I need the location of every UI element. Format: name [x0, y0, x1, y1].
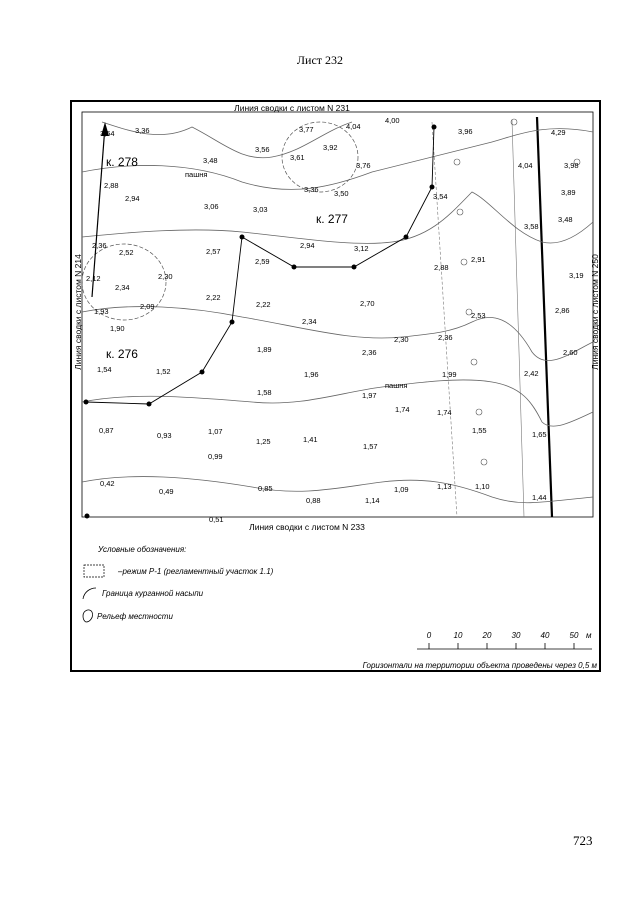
- plot-label: к. 278: [106, 155, 138, 169]
- boundary-point: [352, 265, 357, 270]
- elevation-mark: 1,25: [256, 437, 271, 446]
- elevation-mark: 1,74: [437, 408, 452, 417]
- elevation-mark: 2,88: [434, 263, 449, 272]
- sheet-title: Лист 232: [296, 53, 344, 67]
- north-arrow: [92, 122, 109, 297]
- elevation-mark: 3,64: [100, 129, 115, 138]
- elevation-mark: 1,14: [365, 496, 380, 505]
- elevation-mark: 1,65: [532, 430, 547, 439]
- elevation-mark: 1,07: [208, 427, 223, 436]
- elevation-mark: 1,41: [303, 435, 318, 444]
- plot-boundaries: [84, 125, 437, 519]
- scale-tick: 0: [426, 631, 432, 640]
- tree-marker: [457, 209, 463, 215]
- elevation-mark: 3,92: [323, 143, 338, 152]
- elevation-mark: 2,30: [394, 335, 409, 344]
- elevation-mark: 3,61: [290, 153, 305, 162]
- elevation-mark: 2,09: [140, 302, 155, 311]
- elevation-mark: 2,60: [563, 348, 578, 357]
- road-edge: [512, 120, 524, 517]
- elevation-mark: 2,91: [471, 255, 486, 264]
- tree-marker: [476, 409, 482, 415]
- elevation-mark: 1,90: [110, 324, 125, 333]
- tree-marker: [454, 159, 460, 165]
- elevation-mark: 0,99: [208, 452, 223, 461]
- scale-unit: м: [586, 631, 592, 640]
- elevation-marks: [86, 116, 584, 524]
- scale-tick: 10: [453, 631, 463, 640]
- elevation-mark: 3,19: [569, 271, 584, 280]
- scale-tick: 40: [540, 631, 550, 640]
- elevation-mark: 4,29: [551, 128, 566, 137]
- border-label-right: Линия сводки с листом N 250: [590, 254, 600, 370]
- contour-note: Горизонтали на территории объекта проведены через 0,5 м: [362, 661, 597, 670]
- elevation-mark: 1,09: [394, 485, 409, 494]
- elevation-mark: 0,87: [99, 426, 114, 435]
- road-edge: [432, 122, 457, 517]
- scale-tick: 50: [569, 631, 579, 640]
- tree-marker: [471, 359, 477, 365]
- legend-regime-swatch: [84, 565, 104, 577]
- elevation-mark: 3,03: [253, 205, 268, 214]
- elevation-mark: 0,42: [100, 479, 115, 488]
- elevation-mark: 2,42: [524, 369, 539, 378]
- boundary-point: [147, 402, 152, 407]
- contour-line: [82, 129, 593, 190]
- elevation-mark: 2,59: [255, 257, 270, 266]
- elevation-mark: 0,49: [159, 487, 174, 496]
- land-note: пашня: [385, 381, 408, 390]
- boundary-point: [292, 265, 297, 270]
- elevation-mark: 3,77: [299, 125, 314, 134]
- elevation-mark: 2,53: [471, 311, 486, 320]
- elevation-mark: 3,50: [334, 189, 349, 198]
- boundary-point: [85, 514, 90, 519]
- scale-bar: [363, 631, 598, 670]
- elevation-mark: 3,76: [356, 161, 371, 170]
- elevation-mark: 3,54: [433, 192, 448, 201]
- contour-lines: [82, 122, 593, 503]
- boundary-point: [84, 400, 89, 405]
- elevation-mark: 3,06: [204, 202, 219, 211]
- legend-item-relief: Рельеф местности: [97, 612, 173, 621]
- elevation-mark: 2,12: [86, 274, 101, 283]
- elevation-mark: 1,52: [156, 367, 171, 376]
- map-frame: [70, 100, 601, 672]
- land-note: пашня: [185, 170, 208, 179]
- elevation-mark: 1,44: [532, 493, 547, 502]
- elevation-mark: 1,97: [362, 391, 377, 400]
- elevation-mark: 2,36: [438, 333, 453, 342]
- elevation-mark: 0,93: [157, 431, 172, 440]
- elevation-mark: 2,22: [256, 300, 271, 309]
- plot-label: к. 276: [106, 347, 138, 361]
- border-label-top: Линия сводки с листом N 231: [234, 103, 350, 113]
- elevation-mark: 2,52: [119, 248, 134, 257]
- legend-mound-icon: [83, 588, 96, 599]
- elevation-mark: 2,88: [104, 181, 119, 190]
- elevation-mark: 3,96: [458, 127, 473, 136]
- contour-line: [82, 380, 593, 426]
- legend-item-mound: Граница курганной насыпи: [102, 589, 204, 598]
- elevation-mark: 3,89: [561, 188, 576, 197]
- elevation-mark: 0,51: [209, 515, 224, 524]
- topographic-map: [72, 102, 601, 672]
- legend: [83, 545, 274, 622]
- elevation-mark: 2,30: [158, 272, 173, 281]
- contour-line: [82, 307, 593, 361]
- legend-item-regime: –режим Р-1 (регламентный участок 1.1): [118, 567, 274, 576]
- elevation-mark: 2,22: [206, 293, 221, 302]
- boundary-point: [230, 320, 235, 325]
- elevation-mark: 1,93: [94, 307, 109, 316]
- tree-marker: [461, 259, 467, 265]
- elevation-mark: 3,48: [203, 156, 218, 165]
- boundary-point: [404, 235, 409, 240]
- boundary-point: [200, 370, 205, 375]
- elevation-mark: 3,48: [558, 215, 573, 224]
- elevation-mark: 2,36: [92, 241, 107, 250]
- scale-tick: 30: [511, 631, 521, 640]
- page-number: 723: [573, 833, 593, 848]
- boundary-point: [432, 125, 437, 130]
- elevation-mark: 1,96: [304, 370, 319, 379]
- elevation-mark: 1,10: [475, 482, 490, 491]
- elevation-mark: 2,70: [360, 299, 375, 308]
- map-inner-border: [82, 112, 593, 517]
- boundary-line: [537, 117, 552, 517]
- elevation-mark: 3,98: [564, 161, 579, 170]
- elevation-mark: 2,57: [206, 247, 221, 256]
- elevation-mark: 2,34: [115, 283, 130, 292]
- elevation-mark: 1,55: [472, 426, 487, 435]
- elevation-mark: 1,54: [97, 365, 112, 374]
- elevation-mark: 3,36: [304, 185, 319, 194]
- elevation-mark: 4,04: [518, 161, 533, 170]
- elevation-mark: 3,12: [354, 244, 369, 253]
- legend-relief-icon: [83, 610, 93, 622]
- elevation-mark: 1,99: [442, 370, 457, 379]
- border-label-bottom: Линия сводки с листом N 233: [249, 522, 365, 532]
- tree-marker: [481, 459, 487, 465]
- elevation-mark: 2,34: [302, 317, 317, 326]
- elevation-mark: 3,58: [524, 222, 539, 231]
- legend-heading: Условные обозначения:: [98, 545, 187, 554]
- elevation-mark: 3,36: [135, 126, 150, 135]
- elevation-mark: 0,85: [258, 484, 273, 493]
- elevation-mark: 1,57: [363, 442, 378, 451]
- elevation-mark: 4,04: [346, 122, 361, 131]
- boundary-point: [430, 185, 435, 190]
- elevation-mark: 2,36: [362, 348, 377, 357]
- elevation-mark: 2,94: [300, 241, 315, 250]
- plot-label: к. 277: [316, 212, 348, 226]
- elevation-mark: 3,56: [255, 145, 270, 154]
- elevation-mark: 4,00: [385, 116, 400, 125]
- elevation-mark: 2,94: [125, 194, 140, 203]
- boundary-point: [240, 235, 245, 240]
- border-label-left: Линия сводки с листом N 214: [73, 254, 83, 370]
- elevation-mark: 2,86: [555, 306, 570, 315]
- elevation-mark: 1,74: [395, 405, 410, 414]
- scale-tick: 20: [482, 631, 492, 640]
- elevation-mark: 1,58: [257, 388, 272, 397]
- elevation-mark: 1,13: [437, 482, 452, 491]
- elevation-mark: 0,88: [306, 496, 321, 505]
- elevation-mark: 1,89: [257, 345, 272, 354]
